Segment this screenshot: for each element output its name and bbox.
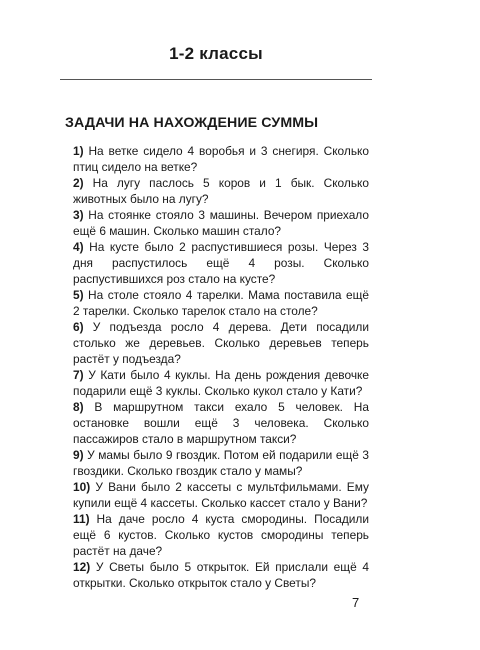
page-header: 1-2 классы [169,44,263,63]
problem-item [73,239,369,287]
problem-number: 1) [73,144,84,158]
problem-number: 8) [73,400,84,414]
problem-text: У мамы было 9 гвоздик. Потом ей подарили ещё 3 гвоздики. Сколько гвоздик стало у мамы? [73,448,369,478]
problem-item [73,559,369,591]
problem-number: 5) [73,288,84,302]
problem-text: На лугу паслось 5 коров и 1 бык. Сколько животных было на лугу? [73,176,369,206]
problem-text: У Кати было 4 куклы. На день рождения девочке подарили ещё 3 куклы. Сколько кукол стало у Кати? [73,368,369,398]
problem-text: На ветке сидело 4 воробья и 3 снегиря. Сколько птиц сидело на ветке? [73,144,369,174]
problem-text: На стоянке стояло 3 машины. Вечером приехало ещё 6 машин. Сколько машин стало? [73,208,369,238]
problem-text: На даче росло 4 куста смородины. Посадили ещё 6 кустов. Сколько кустов смородины теперь растёт на даче? [73,512,369,558]
problem-number: 6) [73,320,84,334]
problem-text: В маршрутном такси ехало 5 человек. На остановке вошли ещё 3 человека. Сколько пассажиров стало в маршрутном такси? [73,400,369,446]
problem-item [73,319,369,367]
problem-item [73,399,369,447]
problem-number: 3) [73,208,84,222]
section-title: ЗАДАЧИ НА НАХОЖДЕНИЕ СУММЫ [65,115,319,131]
page-number: 7 [352,595,360,610]
problem-item [73,511,369,559]
problem-item [73,287,369,319]
problem-text: У Светы было 5 открыток. Ей прислали ещё 4 открытки. Сколько открыток стало у Светы? [73,560,369,590]
problem-item [73,447,369,479]
problem-text: У Вани было 2 кассеты с мультфильмами. Ему купили ещё 4 кассеты. Сколько кассет стало у Вани? [73,480,369,510]
problem-number: 12) [73,560,91,574]
header-rule [60,79,372,80]
problem-item [73,367,369,399]
problem-number: 7) [73,368,84,382]
problem-text: На кусте было 2 распустившиеся розы. Через 3 дня распустилось ещё 4 розы. Сколько распустившихся роз стало на кусте? [73,240,369,286]
problem-item [73,207,369,239]
problem-item [73,175,369,207]
problem-text: У подъезда росло 4 дерева. Дети посадили столько же деревьев. Сколько деревьев теперь растёт у подъезда? [73,320,369,366]
problem-number: 11) [73,512,90,526]
problem-number: 4) [73,240,84,254]
problem-text: На столе стояло 4 тарелки. Мама поставила ещё 2 тарелки. Сколько тарелок стало на столе? [73,288,369,318]
problem-number: 10) [73,480,91,494]
problem-list [73,143,369,591]
problem-number: 2) [73,176,84,190]
problem-item [73,143,369,175]
problem-item [73,479,369,511]
problem-number: 9) [73,448,84,462]
